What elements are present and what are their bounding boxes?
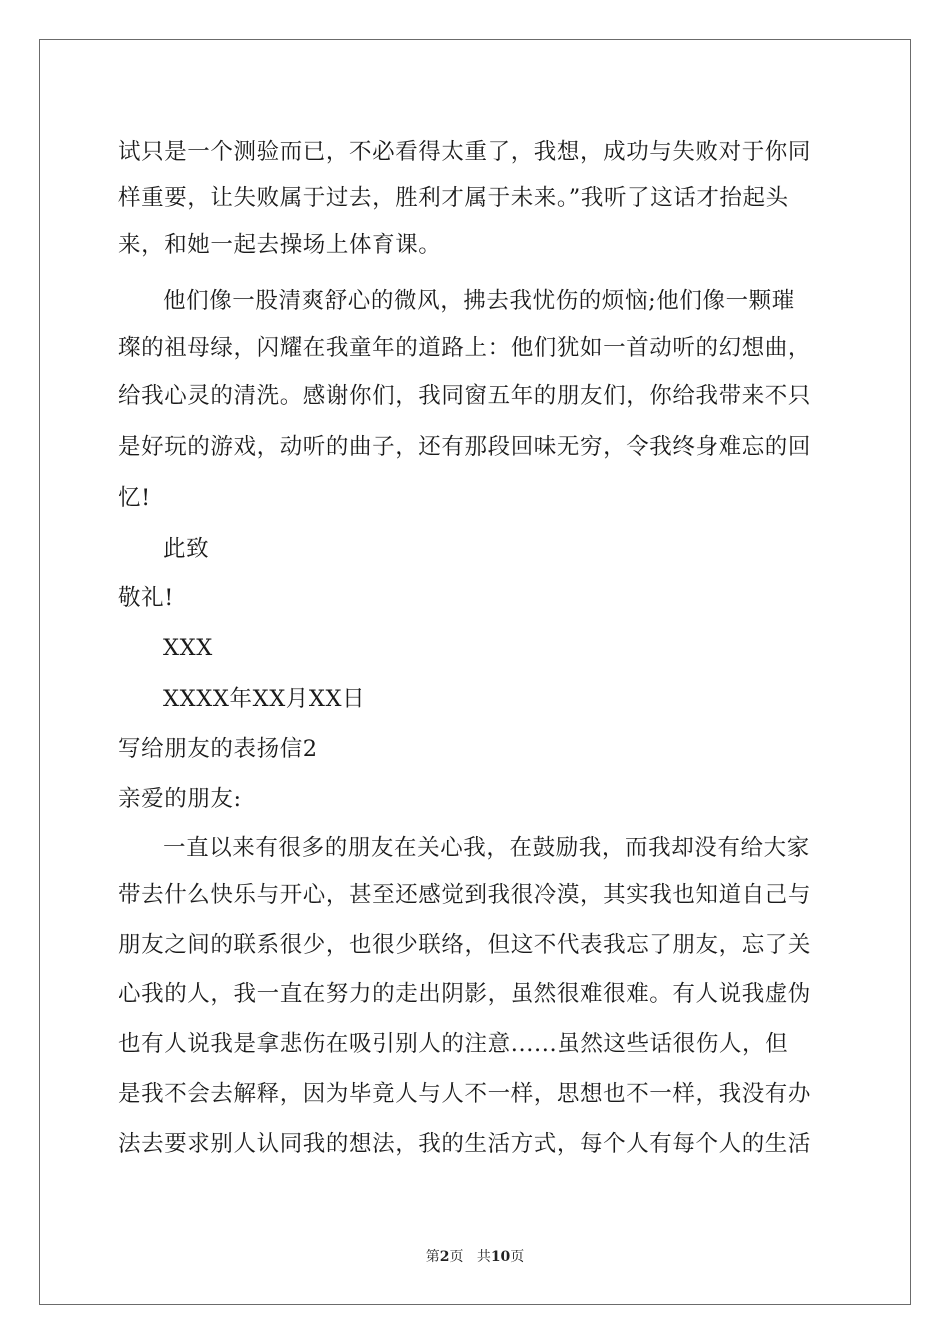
body-text-line: 朋友之间的联系很少，也很少联络，但这不代表我忘了朋友，忘了关 xyxy=(118,932,812,958)
total-pages: 10 xyxy=(490,1249,511,1265)
total-prefix: 共 xyxy=(476,1249,491,1265)
body-text-line: 带去什么快乐与开心，甚至还感觉到我很冷漠，其实我也知道自己与 xyxy=(118,882,812,908)
page-prefix: 第 xyxy=(425,1249,440,1265)
signature-date: XXXX年XX月XX日 xyxy=(163,686,366,712)
page-border xyxy=(39,39,911,1305)
body-text-line: 是好玩的游戏，动听的曲子，还有那段回味无穷，令我终身难忘的回 xyxy=(118,434,812,460)
body-text-line: 忆! xyxy=(118,485,151,511)
closing-regards: 敬礼! xyxy=(118,585,174,611)
closing-salutation: 此致 xyxy=(163,536,210,562)
body-text-line: 法去要求别人认同我的想法，我的生活方式，每个人有每个人的生活 xyxy=(118,1131,812,1157)
body-text-line: 来，和她一起去操场上体育课。 xyxy=(118,232,442,258)
page-suffix: 页 xyxy=(449,1249,464,1265)
letter-title: 写给朋友的表扬信2 xyxy=(118,736,318,762)
body-text-line: 试只是一个测验而已，不必看得太重了，我想，成功与失败对于你同 xyxy=(118,139,812,165)
page-footer xyxy=(0,1246,950,1266)
page-number: 2 xyxy=(439,1249,450,1265)
body-text-line: 璨的祖母绿，闪耀在我童年的道路上：他们犹如一首动听的幻想曲， xyxy=(118,335,812,361)
letter-greeting: 亲爱的朋友: xyxy=(118,786,242,812)
body-text-line: 他们像一股清爽舒心的微风，拂去我忧伤的烦恼;他们像一颗璀 xyxy=(163,288,795,314)
body-text-line: 一直以来有很多的朋友在关心我，在鼓励我，而我却没有给大家 xyxy=(163,835,810,861)
total-suffix: 页 xyxy=(510,1249,525,1265)
body-text-line: 给我心灵的清洗。感谢你们，我同窗五年的朋友们，你给我带来不只 xyxy=(118,383,812,409)
signature-name: XXX xyxy=(163,635,213,661)
body-text-line: 是我不会去解释，因为毕竟人与人不一样，思想也不一样，我没有办 xyxy=(118,1081,812,1107)
body-text-line: 样重要，让失败属于过去，胜利才属于未来。”我听了这话才抬起头 xyxy=(118,185,789,211)
body-text-line: 心我的人，我一直在努力的走出阴影，虽然很难很难。有人说我虚伪 xyxy=(118,981,812,1007)
body-text-line: 也有人说我是拿悲伤在吸引别人的注意......虽然这些话很伤人，但 xyxy=(118,1031,789,1057)
